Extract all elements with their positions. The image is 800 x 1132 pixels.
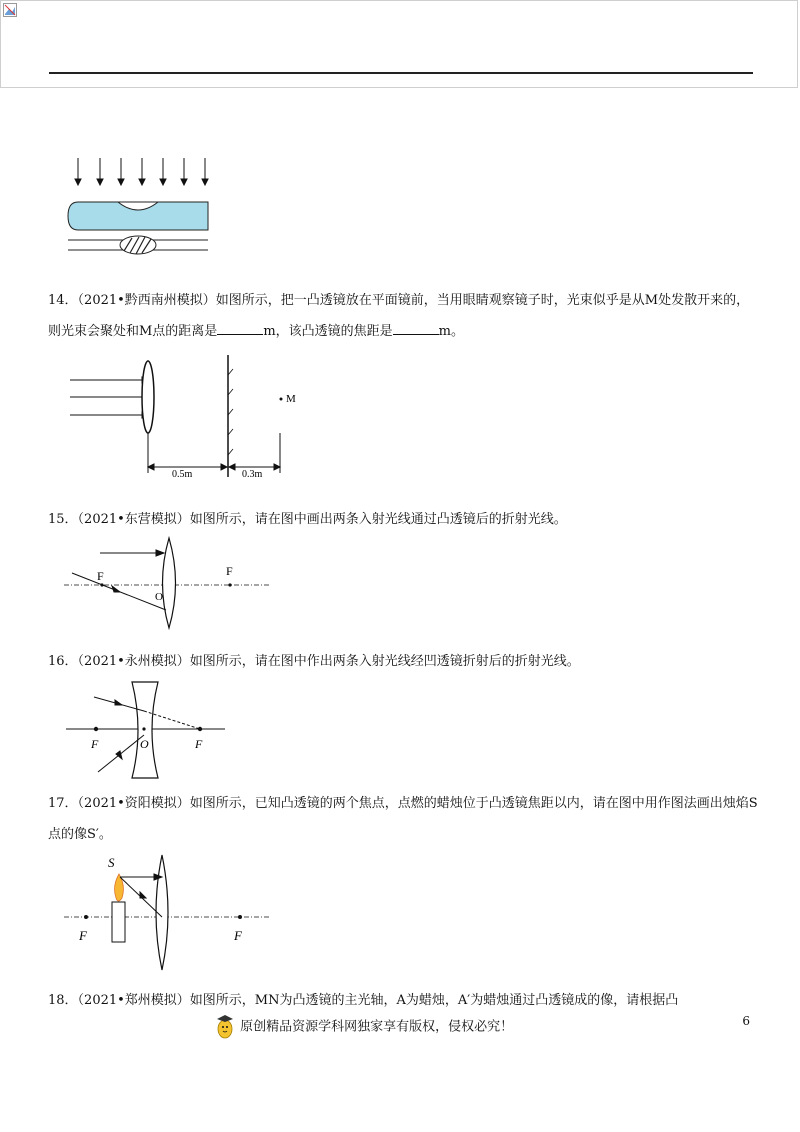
focus-label: F [234, 928, 242, 943]
question-16 [48, 646, 760, 677]
question-number: 16． [48, 654, 78, 669]
question-text: （2021•郑州模拟）如图所示，MN为凸透镜的主光轴，A为蜡烛，A′为蜡烛通过凸透镜成的像，请根据凸 [77, 993, 679, 1008]
page-number: 6 [742, 1014, 750, 1028]
mascot-icon [214, 1014, 236, 1040]
distance-label: 0.3m [242, 469, 263, 480]
answer-blank[interactable] [393, 320, 439, 335]
question-17 [48, 788, 760, 850]
copyright-notice: 原创精品资源学科网独家享有版权，侵权必究！ [240, 1019, 514, 1035]
question-18 [48, 985, 760, 1016]
question-text: m，该凸透镜的焦距是 [263, 324, 393, 339]
figure-15 [60, 535, 280, 630]
broken-image-icon [3, 3, 17, 17]
question-text: （2021•东营模拟）如图所示，请在图中画出两条入射光线通过凸透镜后的折射光线。 [77, 512, 567, 527]
header-rule [49, 72, 753, 74]
question-text: m。 [438, 324, 464, 339]
focus-label: F [97, 569, 104, 583]
question-text: （2021•资阳模拟）如图所示，已知凸透镜的两个焦点，点燃的蜡烛位于凸透镜焦距以内，请在图中用作图法画出烛焰S点的像S′。 [48, 796, 758, 842]
focus-label: F [79, 928, 87, 943]
question-text: （2021•黔西南州模拟）如图所示，把一凸透镜放在平面镜前，当用眼睛观察镜子时，光束似乎是从M处发散开来的，则光束会聚处和M点的距离是 [48, 293, 750, 339]
answer-blank[interactable] [217, 320, 263, 335]
focus-label: F [91, 737, 99, 751]
page-header [0, 0, 798, 88]
focus-label: F [195, 737, 203, 751]
figure-13 [60, 150, 220, 265]
question-number: 18． [48, 993, 78, 1008]
point-label: S [108, 855, 115, 870]
question-15 [48, 504, 760, 535]
point-label: M [286, 393, 296, 405]
question-number: 15． [48, 512, 78, 527]
question-number: 14． [48, 293, 78, 308]
center-label: O [140, 737, 149, 751]
focus-label: F [226, 564, 233, 578]
figure-17 [60, 850, 280, 972]
question-text: （2021•永州模拟）如图所示，请在图中作出两条入射光线经凹透镜折射后的折射光线。 [77, 654, 580, 669]
center-label: O [155, 591, 163, 603]
distance-label: 0.5m [172, 469, 193, 480]
question-14 [48, 285, 760, 347]
question-number: 17． [48, 796, 78, 811]
figure-16 [60, 680, 230, 780]
page-footer [214, 1014, 513, 1040]
figure-14 [60, 355, 310, 480]
